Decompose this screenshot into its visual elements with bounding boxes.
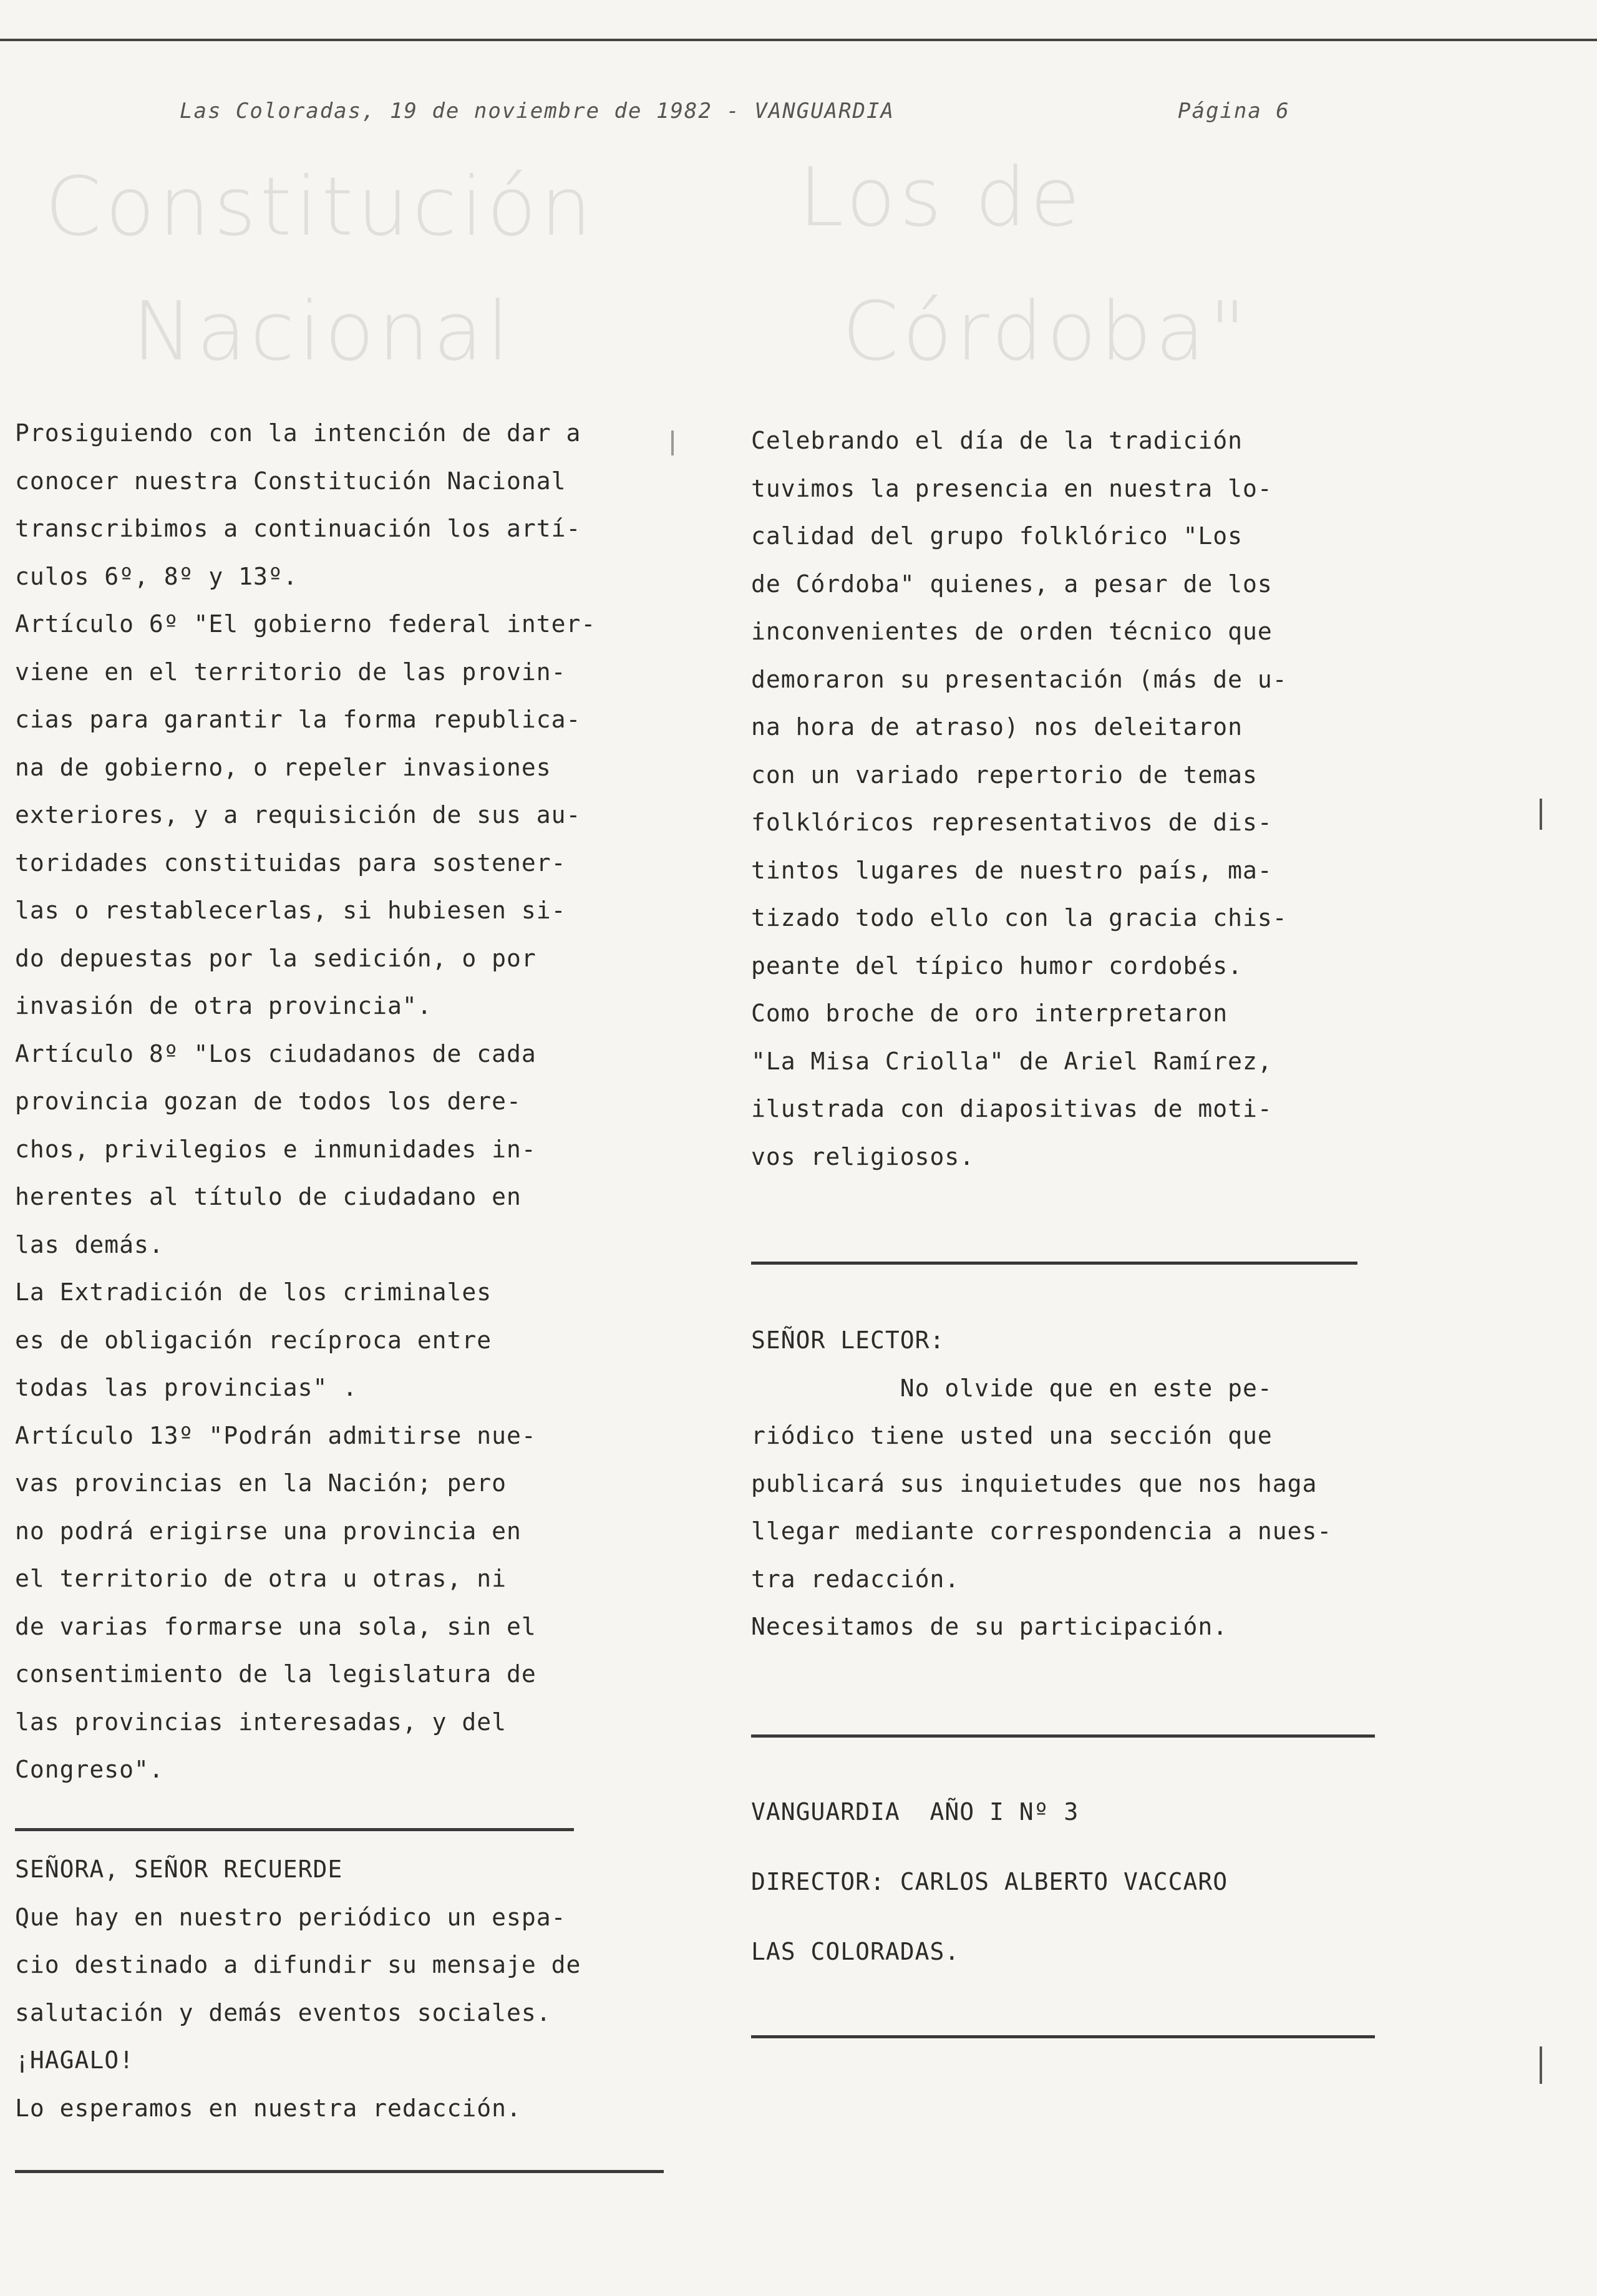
article-line: ilustrada con diapositivas de moti-	[751, 1095, 1273, 1122]
notice-line: cio destinado a difundir su mensaje de	[15, 1951, 581, 1978]
article-line: "La Misa Criolla" de Ariel Ramírez,	[751, 1047, 1273, 1075]
article-line: tuvimos la presencia en nuestra lo-	[751, 474, 1273, 502]
right-ghost-title-1: Los de	[798, 150, 1084, 245]
article-line: las o restablecerlas, si hubiesen si-	[15, 897, 566, 924]
notice-line: SEÑOR LECTOR:	[751, 1326, 945, 1354]
top-border-line	[0, 39, 1597, 41]
masthead-line: LAS COLORADAS.	[751, 1938, 960, 1965]
article-line: es de obligación recíproca entre	[15, 1326, 492, 1354]
scan-mark	[1540, 799, 1542, 830]
article-line: no podrá erigirse una provincia en	[15, 1517, 522, 1545]
masthead-line: DIRECTOR: CARLOS ALBERTO VACCARO	[751, 1868, 1228, 1895]
article-line: folklóricos representativos de dis-	[751, 809, 1273, 836]
article-line: consentimiento de la legislatura de	[15, 1660, 536, 1688]
article-line: tizado todo ello con la gracia chis-	[751, 904, 1288, 932]
article-line: herentes al título de ciudadano en	[15, 1183, 522, 1210]
left-divider-1	[15, 1828, 574, 1831]
article-line: Congreso".	[15, 1756, 164, 1783]
notice-line: publicará sus inquietudes que nos haga	[751, 1469, 1318, 1497]
article-line: las demás.	[15, 1230, 164, 1258]
reader-notice	[751, 1316, 1332, 1651]
article-line: vas provincias en la Nación; pero	[15, 1469, 507, 1497]
article-line: Como broche de oro interpretaron	[751, 1000, 1228, 1027]
article-line: provincia gozan de todos los dere-	[15, 1087, 522, 1115]
article-line: transcribimos a continuación los artí-	[15, 515, 581, 542]
greetings-notice	[15, 1846, 581, 2132]
article-line: Artículo 6º "El gobierno federal inter-	[15, 610, 596, 638]
masthead-info	[751, 1777, 1228, 1987]
notice-line: llegar mediante correspondencia a nues-	[751, 1517, 1332, 1545]
folklore-article	[751, 417, 1425, 1180]
article-line: culos 6º, 8º y 13º.	[15, 562, 298, 590]
article-line: Prosiguiendo con la intención de dar a	[15, 419, 581, 447]
notice-line: riódico tiene usted una sección que	[751, 1422, 1273, 1449]
article-line: de Córdoba" quienes, a pesar de los	[751, 570, 1273, 598]
notice-line: Necesitamos de su participación.	[751, 1613, 1228, 1640]
left-ghost-title-2: Nacional	[132, 284, 513, 379]
notice-line: tra redacción.	[751, 1565, 960, 1593]
notice-line: ¡HAGALO!	[15, 2046, 135, 2074]
article-line: cias para garantir la forma republica-	[15, 706, 581, 733]
article-line: exteriores, y a requisición de sus au-	[15, 801, 581, 829]
masthead-line: VANGUARDIA AÑO I Nº 3	[751, 1798, 1079, 1826]
article-line: na de gobierno, o repeler invasiones	[15, 753, 551, 781]
article-line: Artículo 13º "Podrán admitirse nue-	[15, 1421, 536, 1449]
article-line: viene en el territorio de las provin-	[15, 658, 566, 686]
article-line: vos religiosos.	[751, 1142, 975, 1170]
notice-line: salutación y demás eventos sociales.	[15, 1998, 551, 2026]
article-line: tintos lugares de nuestro país, ma-	[751, 856, 1273, 884]
page-number: Página 6	[1178, 99, 1290, 124]
article-line: todas las provincias" .	[15, 1374, 358, 1401]
article-line: La Extradición de los criminales	[15, 1278, 492, 1306]
article-line: inconvenientes de orden técnico que	[751, 618, 1273, 645]
article-line: Artículo 8º "Los ciudadanos de cada	[15, 1039, 536, 1068]
right-divider-1	[751, 1262, 1357, 1265]
notice-line: SEÑORA, SEÑOR RECUERDE	[15, 1856, 343, 1883]
article-line: na hora de atraso) nos deleitaron	[751, 713, 1243, 741]
right-divider-3	[751, 2035, 1375, 2038]
article-line: chos, privilegios e inmunidades in-	[15, 1135, 536, 1163]
article-line: do depuestas por la sedición, o por	[15, 944, 536, 972]
left-ghost-title-1: Constitución	[45, 159, 596, 254]
article-line: con un variado repertorio de temas	[751, 761, 1258, 789]
page-header	[180, 99, 1303, 124]
article-line: de varias formarse una sola, sin el	[15, 1612, 536, 1640]
notice-line: Lo esperamos en nuestra redacción.	[15, 2094, 522, 2122]
article-line: el territorio de otra u otras, ni	[15, 1565, 507, 1592]
article-line: las provincias interesadas, y del	[15, 1708, 507, 1736]
right-ghost-title-2: Córdoba"	[842, 284, 1250, 379]
notice-line: Que hay en nuestro periódico un espa-	[15, 1903, 566, 1931]
right-divider-2	[751, 1734, 1375, 1738]
article-line: conocer nuestra Constitución Nacional	[15, 467, 566, 495]
article-line: toridades constituidas para sostener-	[15, 849, 566, 877]
notice-line: No olvide que en este pe-	[751, 1374, 1273, 1402]
scan-mark	[1540, 2046, 1542, 2084]
left-divider-2	[15, 2170, 664, 2173]
scan-mark	[671, 430, 674, 455]
article-line: peante del típico humor cordobés.	[751, 951, 1243, 980]
article-line: demoraron su presentación (más de u-	[751, 665, 1288, 693]
article-line: calidad del grupo folklórico "Los	[751, 522, 1243, 550]
article-line: Celebrando el día de la tradición	[751, 427, 1243, 454]
constitution-article	[15, 409, 689, 1794]
article-line: invasión de otra provincia".	[15, 992, 432, 1019]
dateline: Las Coloradas, 19 de noviembre de 1982 - VANGUARDIA	[180, 99, 895, 124]
